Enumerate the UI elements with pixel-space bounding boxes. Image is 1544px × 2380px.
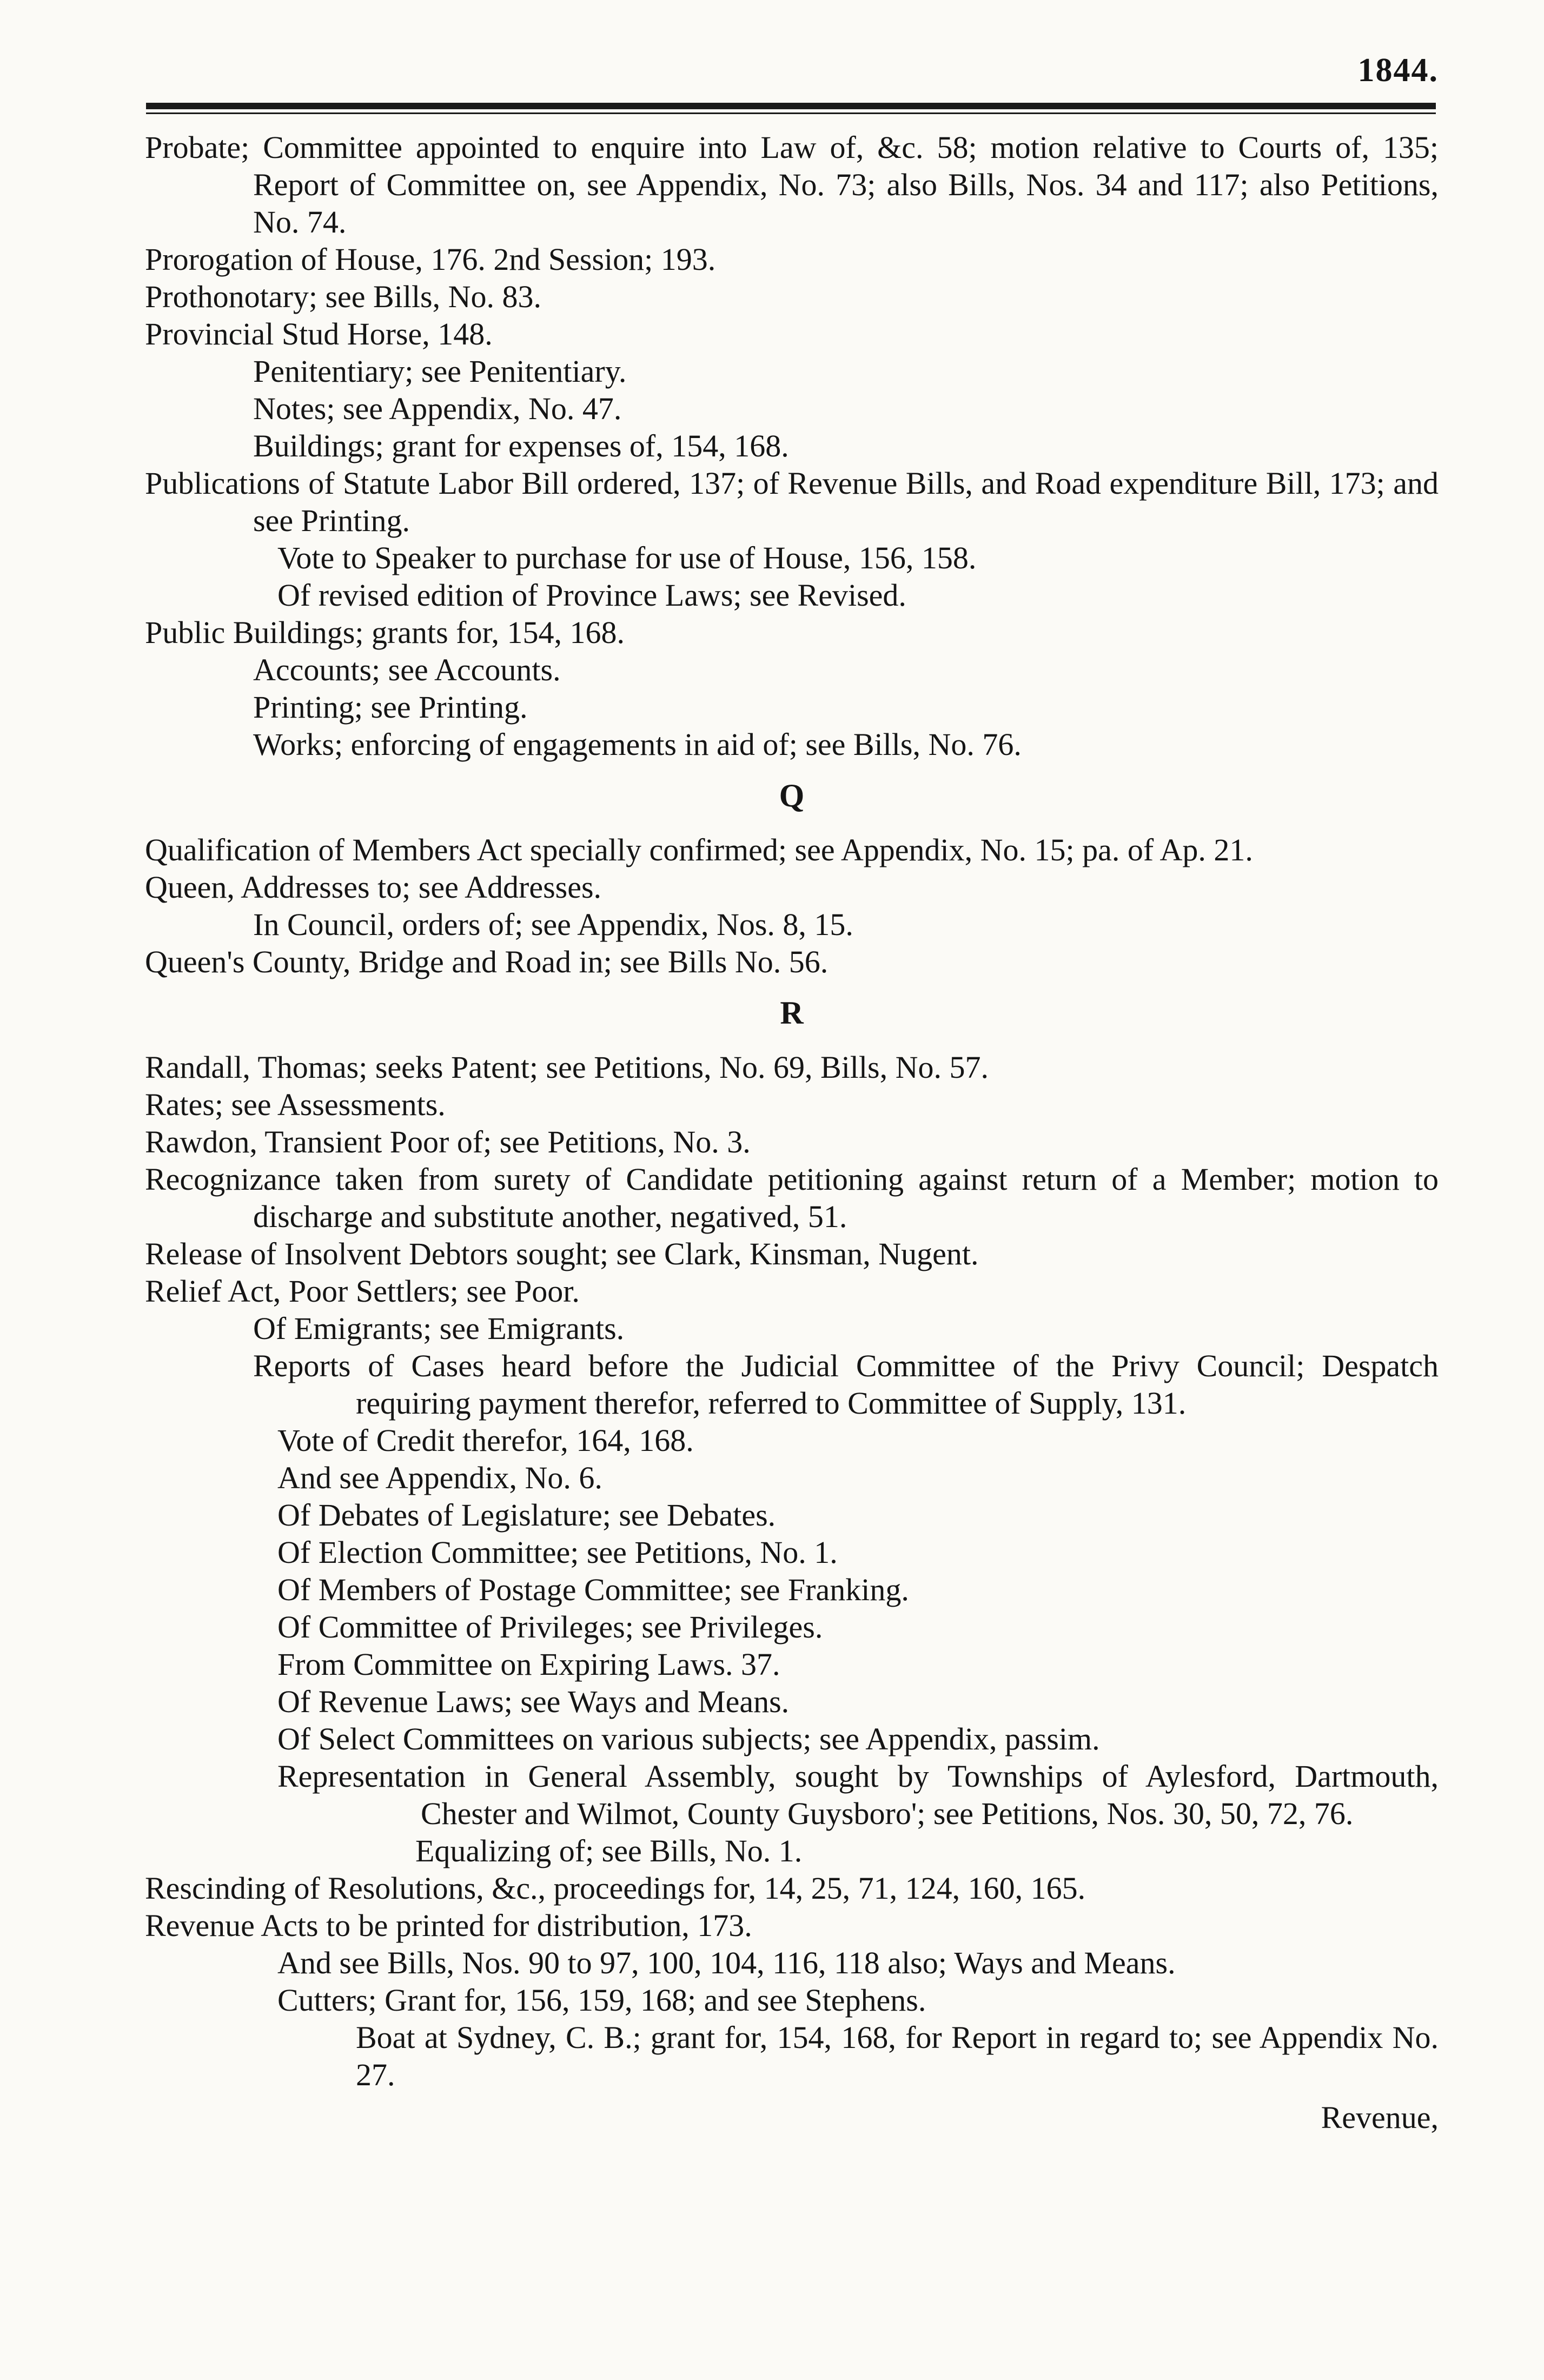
index-entry: Queen's County, Bridge and Road in; see Bills No. 56.: [145, 944, 829, 979]
index-subentry: Of Revenue Laws; see Ways and Means.: [277, 1684, 790, 1719]
header-rule-thin: [146, 112, 1436, 114]
index-entry: Rates; see Assessments.: [145, 1087, 446, 1122]
index-entry: Rawdon, Transient Poor of; see Petitions, No. 3.: [145, 1124, 751, 1159]
index-entry: Relief Act, Poor Settlers; see Poor.: [145, 1274, 580, 1309]
index-subentry: Boat at Sydney, C. B.; grant for, 154, 168, for Report in regard to; see Appendix No. 27.: [356, 2020, 1439, 2092]
index-entry: Randall, Thomas; seeks Patent; see Petitions, No. 69, Bills, No. 57.: [145, 1050, 989, 1085]
index-subentry: Penitentiary; see Penitentiary.: [253, 354, 627, 389]
index-subentry: Notes; see Appendix, No. 47.: [253, 391, 622, 426]
index-entry: Representation in General Assembly, sought by Townships of Aylesford, Dartmouth, Chester and Wilmot, County Guysboro'; see Petitions, Nos. 30, 50, 72, 76.: [277, 1759, 1439, 1831]
index-subentry: Works; enforcing of engagements in aid of; see Bills, No. 76.: [253, 727, 1022, 762]
index-entry: Revenue Acts to be printed for distribution, 173.: [145, 1908, 752, 1943]
index-subentry: Printing; see Printing.: [253, 690, 528, 725]
index-subentry: Of Select Committees on various subjects; see Appendix, passim.: [277, 1721, 1100, 1756]
index-subentry: Vote of Credit therefor, 164, 168.: [277, 1423, 694, 1458]
index-entry: Qualification of Members Act specially confirmed; see Appendix, No. 15; pa. of Ap. 21.: [145, 832, 1253, 867]
catchword: Revenue,: [1321, 2100, 1439, 2135]
header-rule-thick: [146, 103, 1436, 109]
index-entry: Prorogation of House, 176. 2nd Session; 193.: [145, 242, 716, 277]
index-entry: Public Buildings; grants for, 154, 168.: [145, 615, 625, 650]
section-letter-q: Q: [779, 778, 805, 813]
index-subentry: Equalizing of; see Bills, No. 1.: [415, 1833, 803, 1868]
index-subentry: Vote to Speaker to purchase for use of House, 156, 158.: [277, 540, 977, 575]
index-entry: Queen, Addresses to; see Addresses.: [145, 870, 602, 905]
index-subentry: Of Emigrants; see Emigrants.: [253, 1311, 625, 1346]
index-content: [145, 129, 1439, 2136]
index-subentry: And see Appendix, No. 6.: [277, 1460, 602, 1495]
index-entry: Rescinding of Resolutions, &c., proceedings for, 14, 25, 71, 124, 160, 165.: [145, 1871, 1086, 1906]
index-subentry: Cutters; Grant for, 156, 159, 168; and see Stephens.: [277, 1983, 926, 2018]
index-entry: Prothonotary; see Bills, No. 83.: [145, 279, 542, 314]
index-entry: Provincial Stud Horse, 148.: [145, 316, 493, 352]
index-subentry: And see Bills, Nos. 90 to 97, 100, 104, 116, 118 also; Ways and Means.: [277, 1945, 1176, 1980]
index-entry: Publications of Statute Labor Bill ordered, 137; of Revenue Bills, and Road expenditure Bill, 173; and see Printing.: [145, 466, 1439, 538]
index-subentry: Of Debates of Legislature; see Debates.: [277, 1497, 776, 1533]
index-subentry: Of Members of Postage Committee; see Franking.: [277, 1572, 909, 1607]
index-entry: Reports of Cases heard before the Judicial Committee of the Privy Council; Despatch requiring payment therefor, referred to Committee of Supply, 131.: [253, 1348, 1439, 1421]
index-subentry: In Council, orders of; see Appendix, Nos. 8, 15.: [253, 907, 853, 942]
index-subentry: From Committee on Expiring Laws. 37.: [277, 1647, 780, 1682]
index-subentry: Buildings; grant for expenses of, 154, 168.: [253, 428, 789, 463]
index-subentry: Of revised edition of Province Laws; see Revised.: [277, 578, 906, 613]
index-subentry: Accounts; see Accounts.: [253, 652, 561, 687]
index-entry: Recognizance taken from surety of Candidate petitioning against return of a Member; motion to discharge and substitute another, negatived, 51.: [145, 1162, 1439, 1234]
index-subentry: Of Election Committee; see Petitions, No. 1.: [277, 1535, 838, 1570]
index-entry: Release of Insolvent Debtors sought; see Clark, Kinsman, Nugent.: [145, 1236, 979, 1271]
index-subentry: Of Committee of Privileges; see Privileges.: [277, 1609, 823, 1645]
index-entry: Probate; Committee appointed to enquire into Law of, &c. 58; motion relative to Courts of, 135; Report of Committee on, see Appendix, No. 73; also Bills, Nos. 34 and 117; also Petitions, No. 74.: [145, 130, 1439, 240]
section-letter-r: R: [780, 995, 804, 1031]
page-year-header: 1844.: [1357, 52, 1439, 89]
